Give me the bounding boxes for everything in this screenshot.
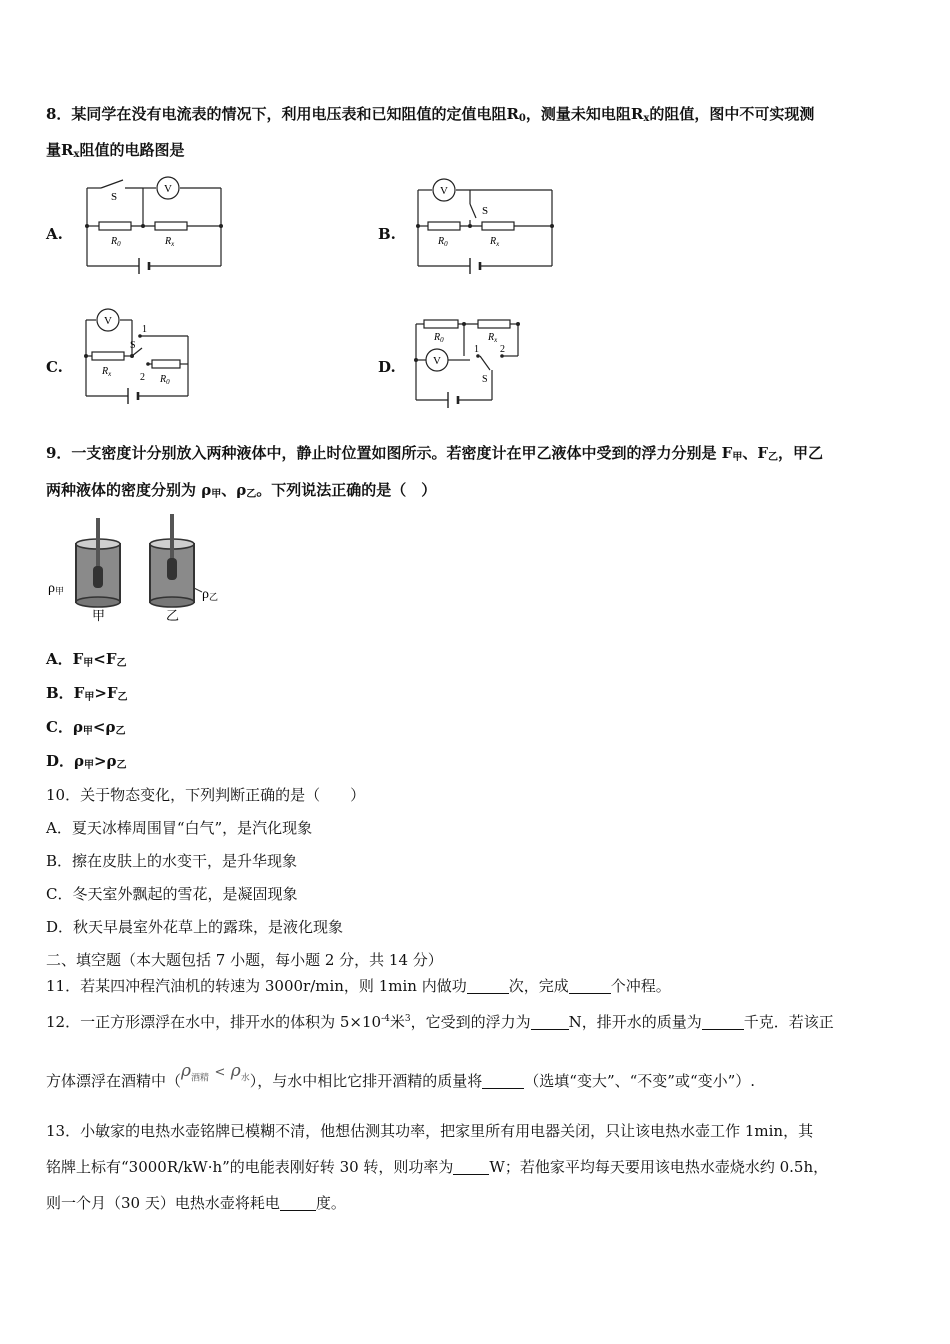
svg-text:V: V [104, 315, 112, 327]
q9-option-b[interactable]: B．$F_甲>F_乙$ [46, 684, 128, 703]
svg-text:Rx: $R_x$ [165, 236, 175, 248]
q10-option-b[interactable]: B．擦在皮肤上的水变干，是升华现象 [46, 852, 298, 870]
svg-text:R0: $R_0$ [160, 374, 170, 386]
svg-text:甲: 甲 [92, 608, 106, 623]
q9-hydrometer-figure [48, 512, 228, 624]
q13-blank-1[interactable] [453, 1160, 489, 1175]
voltmeter-label: V [164, 183, 172, 195]
q12-stem-line2: 方体漂浮在酒精中$(\rho_{酒精} < \rho_水)$，与水中相比它排开酒精的质量将 （选填“变大”、“不变”或“变小”）. [46, 1061, 756, 1090]
svg-text:Rx: $R_x$ [490, 236, 500, 248]
q13-blank-2[interactable] [280, 1196, 316, 1211]
switch-label: S [111, 191, 118, 203]
svg-text:R0: $R_0$ [438, 236, 448, 248]
svg-text:2: 2 [500, 344, 505, 355]
q8-option-d-label[interactable]: D. [378, 358, 396, 376]
q8-stem-line1: 8．某同学在没有电流表的情况下，利用电压表和已知阻值的定值电阻$R_0$，测量未知电阻$R_x$的阻值，图中不可实现测 [46, 105, 815, 124]
q8-circuit-a[interactable] [85, 178, 225, 274]
svg-text:ρ乙: ρ乙 [202, 587, 219, 602]
svg-text:1: 1 [474, 344, 479, 355]
svg-text:Rx: $R_x$ [102, 366, 112, 378]
svg-text:S: S [130, 340, 136, 351]
svg-text:R0: $R_0$ [434, 332, 444, 344]
q10-stem: 10．关于物态变化，下列判断正确的是（ ） [46, 786, 366, 804]
q12-stem-line1: 12．一正方形漂浮在水中，排开水的体积为 $5\times 10^{-4}$米$^3$，它受到的浮力为 N，排开水的质量为 千克．若该正 [46, 1013, 834, 1031]
svg-text:V: V [440, 185, 448, 197]
q8-option-b-label[interactable]: B. [378, 225, 396, 243]
q8-circuit-d[interactable] [414, 316, 526, 412]
svg-text:S: S [482, 205, 489, 217]
svg-text:Rx: $R_x$ [488, 332, 498, 344]
svg-text:R0: $R_0$ [111, 236, 121, 248]
q10-option-a[interactable]: A．夏天冰棒周围冒“白气”，是汽化现象 [46, 819, 313, 837]
q10-option-c[interactable]: C．冬天室外飘起的雪花，是凝固现象 [46, 885, 298, 903]
svg-text:V: V [433, 355, 441, 367]
q11-stem: 11．若某四冲程汽油机的转速为 3000r/min，则 1min 内做功 次，完成 个冲程。 [46, 977, 671, 995]
q13-stem-line3: 则一个月（30 天）电热水壶将耗电 度。 [46, 1194, 346, 1212]
q9-option-a[interactable]: A．$F_甲<F_乙$ [46, 650, 127, 669]
q8-circuit-c[interactable] [84, 308, 196, 404]
q12-blank-2[interactable] [702, 1015, 744, 1030]
section-2-heading: 二、填空题（本大题包括 7 小题，每小题 2 分，共 14 分） [46, 951, 443, 969]
q9-option-c[interactable]: C．$\rho_甲<\rho_乙$ [46, 718, 126, 737]
q8-option-a-label[interactable]: A. [46, 225, 63, 243]
q10-option-d[interactable]: D．秋天早晨室外花草上的露珠，是液化现象 [46, 918, 344, 936]
svg-text:S: S [482, 374, 488, 385]
q8-circuit-b[interactable] [416, 178, 556, 274]
q8-stem-line2: 量$R_x$阻值的电路图是 [46, 141, 185, 160]
q12-blank-1[interactable] [531, 1015, 569, 1030]
svg-text:乙: 乙 [166, 608, 180, 623]
q11-blank-1[interactable] [467, 979, 509, 994]
svg-text:2: 2 [140, 372, 145, 383]
q13-stem-line1: 13．小敏家的电热水壶铭牌已模糊不清，他想估测其功率，把家里所有用电器关闭，只让该电热水壶工作 1min，其 [46, 1122, 814, 1140]
q12-blank-3[interactable] [482, 1074, 524, 1089]
q11-blank-2[interactable] [569, 979, 611, 994]
q9-stem-line1: 9．一支密度计分别放入两种液体中，静止时位置如图所示。若密度计在甲乙液体中受到的浮力分别是 $F_甲$、$F_乙$，甲乙 [46, 444, 823, 463]
svg-text:1: 1 [142, 324, 147, 335]
q9-option-d[interactable]: D．$\rho_甲>\rho_乙$ [46, 752, 127, 771]
q12-density-relation: $\rho_{酒精} < \rho_水$ [181, 1061, 250, 1084]
q13-stem-line2: 铭牌上标有“3000R/kW·h”的电能表刚好转 30 转，则功率为 W；若他家平均每天要用该电热水壶烧水约 0.5h， [46, 1158, 829, 1176]
q8-option-c-label[interactable]: C. [46, 358, 63, 376]
svg-text:ρ甲: ρ甲 [48, 581, 65, 596]
q9-stem-line2: 两种液体的密度分别为 $\rho_甲$、$\rho_乙$。下列说法正确的是（ ） [46, 481, 437, 500]
